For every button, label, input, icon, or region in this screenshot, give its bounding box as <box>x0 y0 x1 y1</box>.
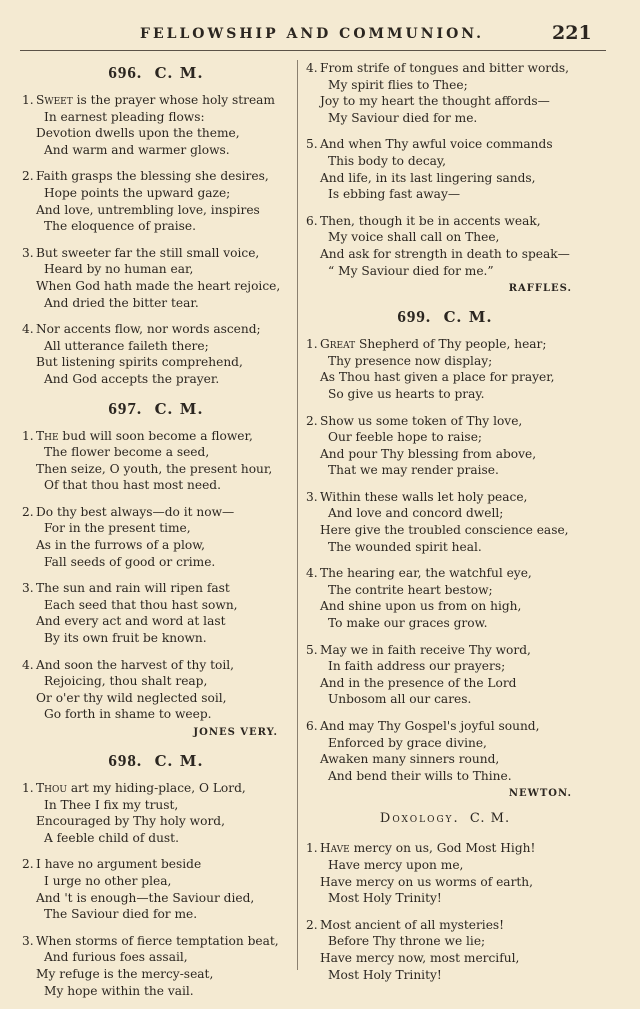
hymn-698-verse-2 <box>22 856 290 922</box>
verse-line: And love and concord dwell; <box>328 506 504 521</box>
verse-line: Or o'er thy wild neglected soil, <box>36 690 227 705</box>
verse-line: But listening spirits comprehend, <box>36 355 243 370</box>
hymn-author: JONES VERY. <box>193 727 278 738</box>
hymn-699-heading <box>306 306 584 328</box>
verse-line: Thy presence now display; <box>328 353 493 368</box>
hymn-number: 697. <box>108 398 143 418</box>
verse-number: 6. <box>306 719 318 733</box>
verse-line: My refuge is the mercy-seat, <box>36 966 214 981</box>
verse-line: Most Holy Trinity! <box>328 891 442 906</box>
hymn-698-heading <box>22 750 290 772</box>
verse-line: Devotion dwells upon the theme, <box>36 126 240 141</box>
verse-number: 2. <box>22 504 34 519</box>
verse-number: 1. <box>306 337 318 352</box>
hymn-698-verse-1 <box>22 780 290 846</box>
verse-line: So give us hearts to pray. <box>328 386 485 401</box>
verse-line: As Thou hast given a place for prayer, <box>320 370 555 385</box>
verse-line: Heard by no human ear, <box>44 262 194 277</box>
verse-line: The sun and rain will ripen fast <box>36 581 230 596</box>
verse-line: The contrite heart bestow; <box>328 582 493 597</box>
verse-line: Awaken many sinners round, <box>320 752 500 767</box>
verse-line: Go forth in shame to weep. <box>44 707 212 722</box>
hymn-696-verse-1 <box>22 92 290 158</box>
left-column <box>22 60 290 1009</box>
doxology-heading <box>306 811 584 826</box>
verse-line: For in the present time, <box>44 521 191 536</box>
hymn-author: RAFFLES. <box>508 283 572 295</box>
verse-line: mercy on us, God Most High! <box>349 841 536 856</box>
verse-line: Rejoicing, thou shalt reap, <box>44 674 208 689</box>
verse-line: Most Holy Trinity! <box>328 967 442 982</box>
verse-line: And may Thy Gospel's joyful sound, <box>320 719 540 733</box>
verse-line: Within these walls let holy peace, <box>320 489 528 504</box>
verse-line: Fall seeds of good or crime. <box>44 554 216 569</box>
verse-line: bud will soon become a flower, <box>58 428 253 443</box>
verse-line: This body to decay, <box>328 153 447 168</box>
verse-number: 1. <box>306 841 318 856</box>
verse-number: 1. <box>22 428 34 443</box>
verse-line: The wounded spirit heal. <box>328 539 482 554</box>
verse-line: To make our graces grow. <box>328 616 488 631</box>
verse-line: And furious foes assail, <box>44 950 188 965</box>
verse-line: And bend their wills to Thine. <box>328 768 512 783</box>
verse-line: And ask for strength in death to speak— <box>320 246 570 261</box>
doxology-verse-1 <box>306 840 584 906</box>
verse-line: Hope points the upward gaze; <box>44 185 231 200</box>
verse-number: 2. <box>22 169 34 184</box>
doxology-title: Doxology. <box>379 811 460 827</box>
running-title: FELLOWSHIP AND COMMUNION. <box>140 26 485 42</box>
verse-line: My voice shall call on Thee, <box>328 230 500 245</box>
verse-line: And shine upon us from on high, <box>320 599 522 614</box>
verse-number: 5. <box>306 137 318 152</box>
verse-line: In faith address our prayers; <box>328 659 506 674</box>
verse-line: The flower become a seed, <box>44 445 210 460</box>
verse-number: 3. <box>22 581 34 596</box>
verse-first-word: Thou <box>36 781 67 795</box>
verse-line: I have no argument beside <box>36 857 202 872</box>
hymn-697-verse-1 <box>22 428 290 494</box>
verse-line: Before Thy throne we lie; <box>328 934 486 949</box>
verse-line: And soon the harvest of thy toil, <box>36 657 235 672</box>
verse-number: 1. <box>22 93 34 107</box>
hymn-698-verse-4 <box>306 60 584 126</box>
verse-line: And dried the bitter tear. <box>44 295 199 310</box>
hymn-meter: C. M. <box>443 308 493 327</box>
verse-number: 4. <box>306 566 318 581</box>
verse-line: art my hiding-place, O Lord, <box>66 781 246 795</box>
verse-line: Unbosom all our cares. <box>328 692 472 707</box>
verse-line: In earnest pleading flows: <box>44 109 205 124</box>
verse-line: And life, in its last lingering sands, <box>320 170 536 185</box>
verse-number: 4. <box>22 322 34 337</box>
verse-first-word: The <box>36 428 59 443</box>
verse-line: “ My Saviour died for me.” <box>328 263 494 278</box>
verse-number: 4. <box>306 61 318 75</box>
verse-line: Have mercy now, most merciful, <box>320 950 520 965</box>
hymn-meter: C. M. <box>154 752 204 770</box>
hymn-number: 699. <box>397 307 432 327</box>
verse-line: And love, untrembling love, inspires <box>36 202 260 217</box>
verse-line: I urge no other plea, <box>44 873 172 888</box>
hymn-meter: C. M. <box>154 64 204 82</box>
verse-line: Shepherd of Thy people, hear; <box>355 337 547 352</box>
hymn-697-heading <box>22 398 290 420</box>
verse-line: Of that thou hast most need. <box>44 478 221 493</box>
verse-line: As in the furrows of a plow, <box>36 538 206 553</box>
verse-line: All utterance faileth there; <box>44 338 209 353</box>
column-divider <box>297 60 298 970</box>
hymn-696-heading <box>22 62 290 84</box>
hymn-699-verse-2 <box>306 413 584 479</box>
verse-line: My hope within the vail. <box>44 983 194 998</box>
hymn-meter: C. M. <box>154 399 204 418</box>
header-rule <box>20 50 606 51</box>
verse-line: From strife of tongues and bitter words, <box>320 61 570 75</box>
verse-line: Encouraged by Thy holy word, <box>36 814 225 829</box>
verse-number: 3. <box>22 933 34 948</box>
hymn-697-verse-4 <box>22 657 290 723</box>
page-header <box>0 22 640 48</box>
verse-line: That we may render praise. <box>328 463 499 478</box>
verse-line: Our feeble hope to raise; <box>328 430 483 445</box>
hymn-698-verse-6 <box>306 213 584 279</box>
hymn-697-verse-2 <box>22 504 290 570</box>
verse-first-word: Sweet <box>36 93 73 107</box>
verse-line: Then, though it be in accents weak, <box>320 213 541 228</box>
verse-line: But sweeter far the still small voice, <box>36 245 260 260</box>
verse-line: Enforced by grace divine, <box>328 735 487 750</box>
verse-number: 6. <box>306 213 318 228</box>
hymn-696-verse-2 <box>22 168 290 234</box>
hymn-699-verse-4 <box>306 565 584 631</box>
verse-line: My Saviour died for me. <box>328 110 478 125</box>
right-column <box>306 60 584 993</box>
verse-number: 2. <box>22 857 34 872</box>
verse-number: 5. <box>306 642 318 657</box>
verse-number: 3. <box>22 245 34 260</box>
verse-line: Show us some token of Thy love, <box>320 413 523 428</box>
hymn-697-verse-3 <box>22 580 290 646</box>
verse-line: And 't is enough—the Saviour died, <box>36 890 255 905</box>
doxology-verse-2 <box>306 917 584 983</box>
hymn-698-verse-5 <box>306 136 584 202</box>
verse-line: The Saviour died for me. <box>44 907 198 922</box>
verse-first-word: Great <box>320 337 356 352</box>
hymn-698-verse-3 <box>22 933 290 999</box>
verse-line: And pour Thy blessing from above, <box>320 446 537 461</box>
verse-line: May we in faith receive Thy word, <box>320 642 531 657</box>
verse-line: Then seize, O youth, the present hour, <box>36 461 273 476</box>
verse-first-word: Have <box>320 841 350 856</box>
verse-line: Most ancient of all mysteries! <box>320 917 505 932</box>
doxology-meter: C. M. <box>469 811 511 827</box>
verse-line: Faith grasps the blessing she desires, <box>36 169 269 184</box>
verse-line: The eloquence of praise. <box>44 219 196 234</box>
verse-number: 2. <box>306 917 318 932</box>
verse-number: 4. <box>22 657 34 672</box>
verse-line: Nor accents flow, nor words ascend; <box>36 322 261 337</box>
verse-line: By its own fruit be known. <box>44 631 207 646</box>
verse-line: In Thee I fix my trust, <box>44 797 179 812</box>
verse-line: Here give the troubled conscience ease, <box>320 523 569 538</box>
hymn-699-verse-6 <box>306 718 584 784</box>
hymn-696-verse-4 <box>22 321 290 387</box>
verse-line: When God hath made the heart rejoice, <box>36 278 281 293</box>
verse-line: And warm and warmer glows. <box>44 142 230 157</box>
verse-line: Each seed that thou hast sown, <box>44 597 238 612</box>
verse-line: My spirit flies to Thee; <box>328 77 468 92</box>
verse-line: And every act and word at last <box>36 614 226 629</box>
verse-number: 1. <box>22 781 34 795</box>
verse-line: is the prayer whose holy stream <box>72 93 275 107</box>
verse-line: Have mercy upon me, <box>328 857 464 872</box>
hymn-number: 698. <box>108 751 143 770</box>
verse-line: Is ebbing fast away— <box>328 187 461 202</box>
verse-line: When storms of fierce temptation beat, <box>36 933 279 948</box>
hymn-696-verse-3 <box>22 245 290 311</box>
hymn-699-verse-5 <box>306 642 584 708</box>
verse-number: 2. <box>306 413 318 428</box>
page-number: 221 <box>552 22 592 44</box>
verse-line: And in the presence of the Lord <box>320 675 517 690</box>
verse-number: 3. <box>306 489 318 504</box>
hymn-author: NEWTON. <box>508 788 572 800</box>
verse-line: And God accepts the prayer. <box>44 371 220 386</box>
verse-line: The hearing ear, the watchful eye, <box>320 566 532 581</box>
hymn-699-verse-1 <box>306 336 584 402</box>
verse-line: Have mercy on us worms of earth, <box>320 874 534 889</box>
verse-line: Do thy best always—do it now— <box>36 504 235 519</box>
verse-line: And when Thy awful voice commands <box>320 137 553 152</box>
hymn-699-verse-3 <box>306 489 584 555</box>
hymn-number: 696. <box>108 63 143 82</box>
verse-line: Joy to my heart the thought affords— <box>320 94 550 109</box>
verse-line: A feeble child of dust. <box>44 830 179 845</box>
